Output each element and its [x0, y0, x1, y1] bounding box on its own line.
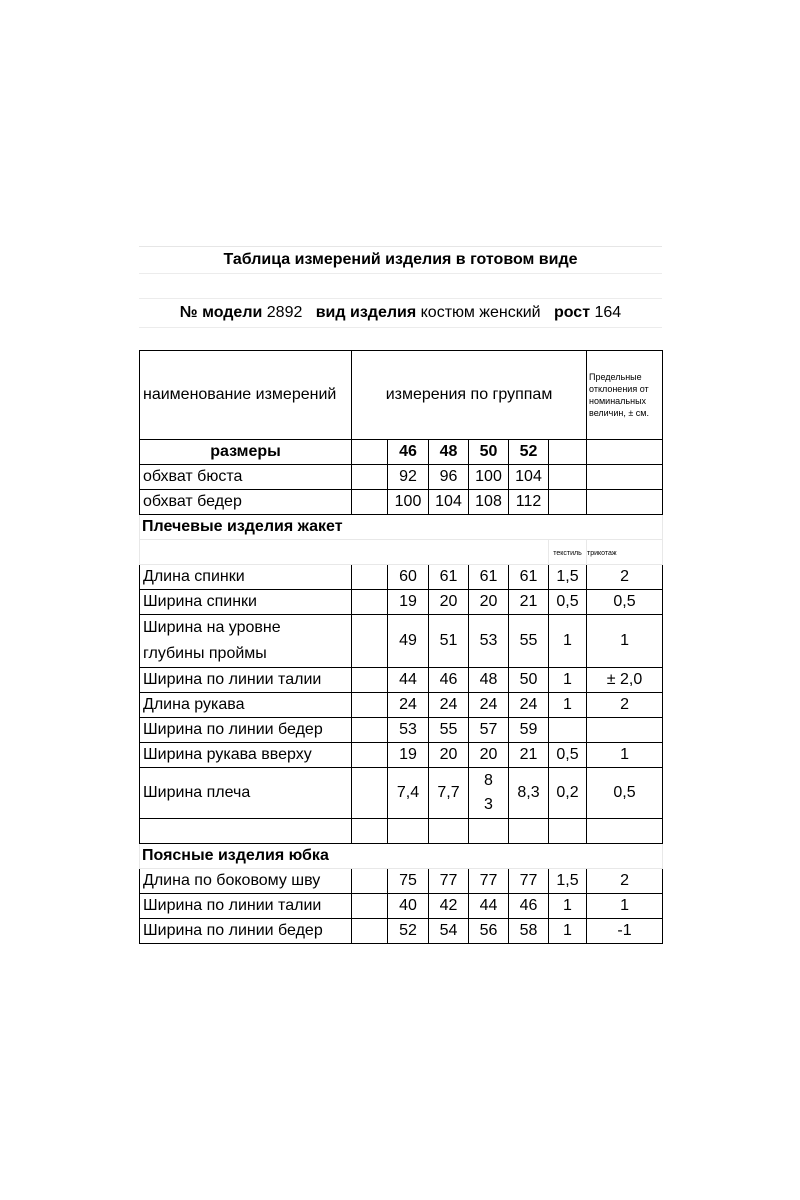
header-tolerance-cell: Предельные отклонения от номинальных величин, ± см. [587, 351, 663, 440]
value-cell: 7,4 [388, 768, 429, 819]
model-value: 2892 [266, 304, 303, 321]
empty-cell [352, 768, 388, 819]
value-cell: 61 [429, 565, 469, 590]
value-cell: 104 [509, 465, 549, 490]
value-cell: 24 [469, 693, 509, 718]
value-cell: 48 [469, 668, 509, 693]
measure-row [140, 894, 663, 919]
empty-cell [587, 819, 663, 844]
empty-cell [469, 819, 509, 844]
empty-cell [587, 465, 663, 490]
row-name: Длина рукава [140, 693, 352, 718]
row-name: Ширина плеча [140, 768, 352, 819]
body-row [140, 490, 663, 515]
measure-row [140, 743, 663, 768]
empty-cell [352, 894, 388, 919]
measure-row [140, 919, 663, 944]
tolerance-knit: 2 [587, 565, 663, 590]
value-cell: 24 [429, 693, 469, 718]
tolerance-textile: 1 [549, 693, 587, 718]
empty-cell [352, 490, 388, 515]
value-cell: 100 [469, 465, 509, 490]
page-title: Таблица измерений изделия в готовом виде [139, 246, 662, 273]
sizes-row [140, 440, 663, 465]
row-name: обхват бедер [140, 490, 352, 515]
empty-cell [549, 440, 587, 465]
row-name: Ширина по линии бедер [140, 718, 352, 743]
empty-cell [352, 565, 388, 590]
value-cell: 59 [509, 718, 549, 743]
empty-cell [549, 819, 587, 844]
tolerance-knit: 0,5 [587, 768, 663, 819]
value-cell: 54 [429, 919, 469, 944]
value-cell: 112 [509, 490, 549, 515]
value-cell: 20 [469, 590, 509, 615]
value-cell: 44 [469, 894, 509, 919]
value-cell: 49 [388, 615, 429, 668]
value-cell: 20 [469, 743, 509, 768]
value-cell: 24 [509, 693, 549, 718]
tolerance-textile: 1 [549, 615, 587, 668]
tolerance-textile: 1 [549, 668, 587, 693]
empty-cell [509, 819, 549, 844]
tolerance-knit: 2 [587, 869, 663, 894]
measure-row [140, 869, 663, 894]
tolerance-knit: 2 [587, 693, 663, 718]
header-groups-cell: измерения по группам [352, 351, 587, 440]
empty-cell [352, 819, 388, 844]
empty-cell [352, 919, 388, 944]
value-cell: 61 [509, 565, 549, 590]
tolerance-textile: 1 [549, 894, 587, 919]
value-cell: 92 [388, 465, 429, 490]
section-title-skirt: Поясные изделия юбка [140, 844, 663, 869]
empty-cell [352, 590, 388, 615]
empty-cell [140, 540, 549, 565]
tolerance-knit: 1 [587, 894, 663, 919]
tolerance-textile: 1 [549, 919, 587, 944]
tolerance-knit: ± 2,0 [587, 668, 663, 693]
value-cell: 56 [469, 919, 509, 944]
size-cell: 48 [429, 440, 469, 465]
tolerance-textile: 1,5 [549, 869, 587, 894]
empty-cell [549, 490, 587, 515]
tolerance-knit: -1 [587, 919, 663, 944]
value-cell: 8,3 [509, 768, 549, 819]
model-label: № модели [179, 304, 263, 321]
empty-cell [352, 465, 388, 490]
empty-cell [352, 668, 388, 693]
tolerance-knit: 0,5 [587, 590, 663, 615]
value-cell: 53 [469, 615, 509, 668]
value-cell: 104 [429, 490, 469, 515]
size-cell: 50 [469, 440, 509, 465]
value-cell: 108 [469, 490, 509, 515]
row-name: Длина по боковому шву [140, 869, 352, 894]
value-cell: 8 3 [469, 768, 509, 819]
value-cell: 20 [429, 743, 469, 768]
kind-value: костюм женский [420, 304, 541, 321]
height-label: рост [553, 304, 591, 321]
value-cell: 55 [429, 718, 469, 743]
spacer-row [139, 273, 662, 298]
value-cell: 21 [509, 743, 549, 768]
empty-cell [352, 615, 388, 668]
row-name: обхват бюста [140, 465, 352, 490]
section-row [140, 844, 663, 869]
height-value: 164 [594, 304, 622, 321]
textile-label: текстиль [549, 540, 587, 565]
value-cell: 77 [469, 869, 509, 894]
value-cell: 46 [429, 668, 469, 693]
empty-cell [352, 440, 388, 465]
value-cell: 77 [509, 869, 549, 894]
value-cell: 42 [429, 894, 469, 919]
spacer-row [139, 327, 662, 350]
tolerance-textile: 0,5 [549, 590, 587, 615]
value-cell: 24 [388, 693, 429, 718]
row-name: Ширина по линии талии [140, 668, 352, 693]
header-row [140, 351, 663, 440]
value-cell: 50 [509, 668, 549, 693]
value-cell: 51 [429, 615, 469, 668]
empty-cell [352, 693, 388, 718]
value-cell: 57 [469, 718, 509, 743]
row-name: Ширина на уровне глубины проймы [140, 615, 352, 668]
value-cell: 46 [509, 894, 549, 919]
size-cell: 52 [509, 440, 549, 465]
value-cell: 40 [388, 894, 429, 919]
section-title-jacket: Плечевые изделия жакет [140, 515, 663, 540]
measure-row [140, 768, 663, 819]
value-cell: 75 [388, 869, 429, 894]
empty-cell [587, 490, 663, 515]
empty-cell [352, 869, 388, 894]
measure-row [140, 718, 663, 743]
model-info [139, 298, 662, 327]
row-name: Ширина по линии бедер [140, 919, 352, 944]
value-cell: 96 [429, 465, 469, 490]
value-cell: 19 [388, 590, 429, 615]
value-cell: 19 [388, 743, 429, 768]
empty-row [140, 819, 663, 844]
tolerance-knit: 1 [587, 615, 663, 668]
tolerance-textile: 0,2 [549, 768, 587, 819]
value-cell: 21 [509, 590, 549, 615]
measurement-sheet [139, 246, 662, 944]
empty-cell [388, 819, 429, 844]
empty-cell [429, 819, 469, 844]
value-cell: 77 [429, 869, 469, 894]
tolerance-knit: 1 [587, 743, 663, 768]
tolerance-knit [587, 718, 663, 743]
value-cell: 100 [388, 490, 429, 515]
value-cell: 55 [509, 615, 549, 668]
measure-row [140, 668, 663, 693]
row-name: Длина спинки [140, 565, 352, 590]
measurement-table [139, 350, 663, 944]
row-name: Ширина рукава вверху [140, 743, 352, 768]
value-cell: 58 [509, 919, 549, 944]
measure-row [140, 565, 663, 590]
body-row [140, 465, 663, 490]
tolerance-textile: 0,5 [549, 743, 587, 768]
row-name: Ширина по линии талии [140, 894, 352, 919]
measure-row [140, 693, 663, 718]
kind-label: вид изделия [315, 304, 417, 321]
value-cell: 20 [429, 590, 469, 615]
value-cell: 7,7 [429, 768, 469, 819]
empty-cell [549, 465, 587, 490]
empty-cell [140, 819, 352, 844]
empty-cell [587, 440, 663, 465]
tolerance-textile [549, 718, 587, 743]
tolerance-textile: 1,5 [549, 565, 587, 590]
knit-label: трикотаж [587, 540, 663, 565]
header-name-cell: наименование измерений [140, 351, 352, 440]
value-cell: 53 [388, 718, 429, 743]
row-name: Ширина спинки [140, 590, 352, 615]
measure-row [140, 590, 663, 615]
measure-row [140, 615, 663, 668]
subheader-row [140, 540, 663, 565]
value-cell: 60 [388, 565, 429, 590]
value-cell: 52 [388, 919, 429, 944]
value-cell: 61 [469, 565, 509, 590]
size-cell: 46 [388, 440, 429, 465]
section-row [140, 515, 663, 540]
empty-cell [352, 743, 388, 768]
value-cell: 44 [388, 668, 429, 693]
empty-cell [352, 718, 388, 743]
sizes-label: размеры [140, 440, 352, 465]
